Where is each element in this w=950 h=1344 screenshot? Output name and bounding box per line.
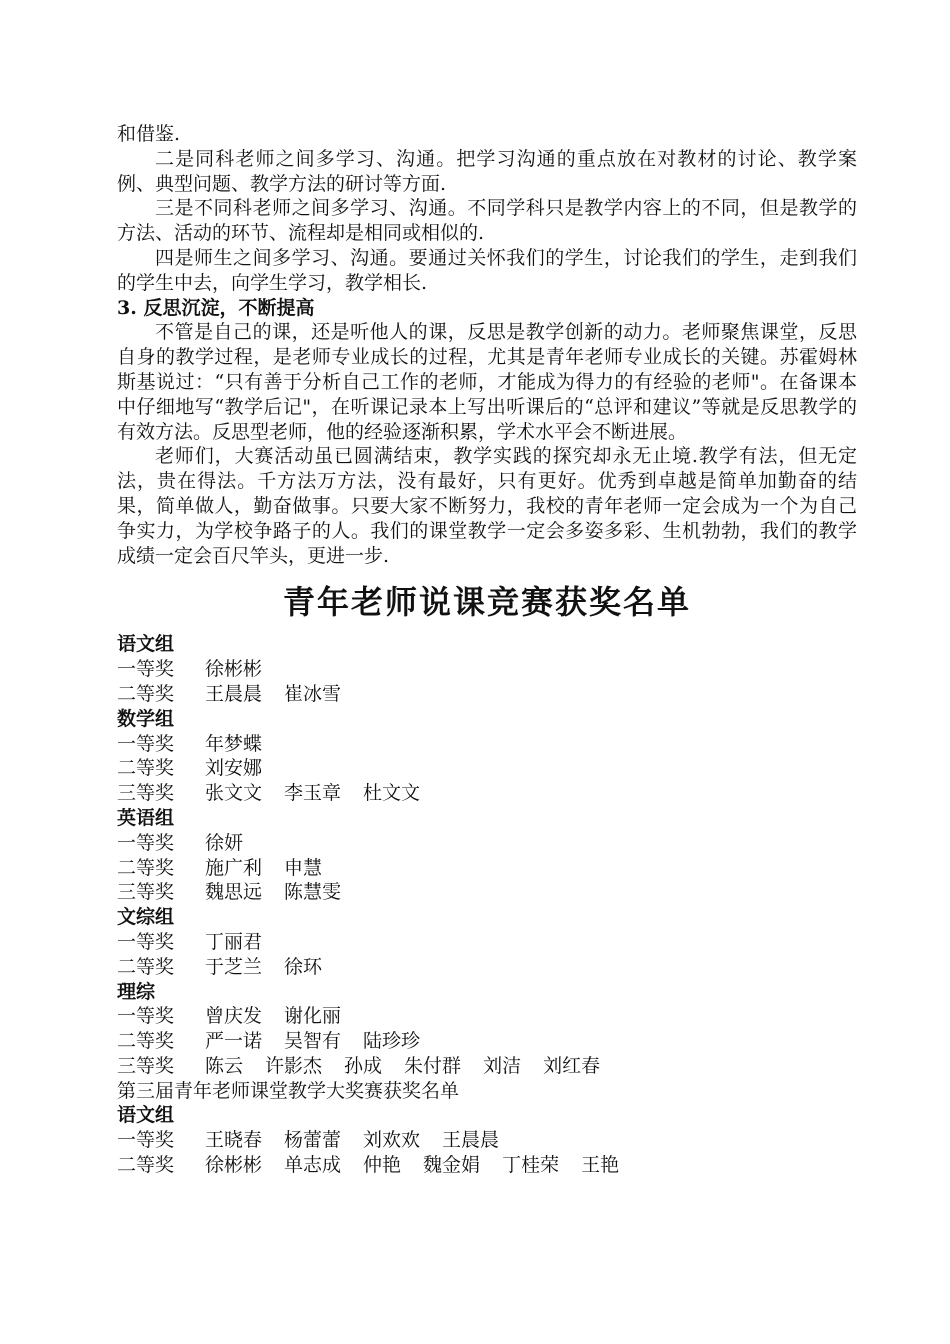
winner-name: 申慧 [284, 856, 323, 879]
winner-name: 施广利 [205, 856, 263, 879]
winner-name: 谢化丽 [284, 1005, 342, 1028]
winner-name: 王晓春 [205, 1129, 263, 1152]
winner-name: 刘安娜 [205, 757, 263, 780]
paragraph-same-subject: 二是同科老师之间多学习、沟通。把学习沟通的重点放在对教材的讨论、教学案例、典型问题、教学方法的研讨等方面. [117, 147, 857, 195]
award-level: 三等奖 [117, 881, 175, 904]
winner-name: 刘红春 [543, 1054, 601, 1077]
winner-name: 魏思远 [205, 881, 263, 904]
award-level: 一等奖 [117, 930, 175, 953]
paragraph-teacher-student: 四是师生之间多学习、沟通。要通过关怀我们的学生，讨论我们的学生，走到我们的学生中去，向学生学习，教学相长. [117, 246, 857, 294]
winner-name: 王艳 [581, 1154, 620, 1177]
award-level: 一等奖 [117, 1005, 175, 1028]
award-row [117, 657, 857, 682]
award-row [117, 856, 857, 881]
award-row [117, 955, 857, 980]
group-heading: 文综组 [117, 906, 175, 929]
award-row [117, 1029, 857, 1054]
winner-name: 徐彬彬 [205, 658, 263, 681]
award-row [117, 1004, 857, 1029]
award-level: 一等奖 [117, 1129, 175, 1152]
winner-name: 张文文 [205, 782, 263, 805]
group-heading: 数学组 [117, 707, 175, 730]
award-level: 二等奖 [117, 682, 175, 705]
award-row [117, 1153, 857, 1178]
award-level: 一等奖 [117, 658, 175, 681]
winner-name: 丁桂荣 [502, 1154, 560, 1177]
award-row [117, 831, 857, 856]
winner-name: 杨蕾蕾 [284, 1129, 342, 1152]
winner-name: 王晨晨 [442, 1129, 500, 1152]
winner-name: 杜文文 [363, 782, 421, 805]
award-row [117, 1054, 857, 1079]
winner-name: 吴智有 [284, 1030, 342, 1053]
award-row [117, 880, 857, 905]
group-heading: 语文组 [117, 633, 175, 656]
winner-name: 丁丽君 [205, 930, 263, 953]
winner-name: 孙成 [344, 1054, 383, 1077]
award-row [117, 732, 857, 757]
award-level: 二等奖 [117, 1154, 175, 1177]
group-heading: 英语组 [117, 806, 175, 829]
winner-name: 魏金娟 [423, 1154, 481, 1177]
award-level: 二等奖 [117, 856, 175, 879]
award-row [117, 781, 857, 806]
winner-name: 严一诺 [205, 1030, 263, 1053]
award-row [117, 930, 857, 955]
winner-name: 徐彬彬 [205, 1154, 263, 1177]
paragraph-continuation: 和借鉴. [117, 123, 181, 145]
document-page [117, 122, 857, 1178]
winner-name: 陈慧雯 [284, 881, 342, 904]
winner-name: 于芝兰 [205, 955, 263, 978]
paragraph-cross-subject: 三是不同科老师之间多学习、沟通。不同学科只是教学内容上的不同，但是教学的方法、活动的环节、流程却是相同或相似的. [117, 197, 857, 245]
award-row [117, 1128, 857, 1153]
award-row [117, 682, 857, 707]
award-level: 一等奖 [117, 831, 175, 854]
award-level: 三等奖 [117, 782, 175, 805]
third-award-groups [117, 1103, 857, 1177]
winner-name: 崔冰雪 [284, 682, 342, 705]
winner-name: 陆珍珍 [363, 1030, 421, 1053]
section-heading-reflection: 3. 反思沉淀，不断提高 [117, 296, 315, 319]
award-groups [117, 632, 857, 1078]
group-heading: 理综 [117, 980, 156, 1003]
paragraph-reflection: 不管是自己的课，还是听他人的课，反思是教学创新的动力。老师聚焦课堂，反思自身的教学过程，是老师专业成长的过程，尤其是青年老师专业成长的关键。苏霍姆林斯基说过：“只有善于分析自己工作的老师，才能成为得力的有经验的老师"。在备课本中仔细地写“教学后记"，在听课记录本上写出听课后的“总评和建议”等就是反思教学的有效方法。反思型老师，他的经验逐渐积累，学术水平会不断进展。 [117, 321, 857, 443]
winner-name: 徐妍 [205, 831, 244, 854]
awards-title: 青年老师说课竞赛获奖名单 [282, 583, 691, 622]
award-level: 二等奖 [117, 1030, 175, 1053]
winner-name: 朱付群 [404, 1054, 462, 1077]
winner-name: 李玉章 [284, 782, 342, 805]
winner-name: 许影杰 [265, 1054, 323, 1077]
award-level: 二等奖 [117, 955, 175, 978]
group-heading: 语文组 [117, 1104, 175, 1127]
winner-name: 徐环 [284, 955, 323, 978]
award-row [117, 756, 857, 781]
winner-name: 年梦蝶 [205, 732, 263, 755]
award-level: 一等奖 [117, 732, 175, 755]
winner-name: 仲艳 [363, 1154, 402, 1177]
winner-name: 陈云 [205, 1054, 244, 1077]
winner-name: 单志成 [284, 1154, 342, 1177]
award-level: 二等奖 [117, 757, 175, 780]
winner-name: 王晨晨 [205, 682, 263, 705]
award-level: 三等奖 [117, 1054, 175, 1077]
winner-name: 曾庆发 [205, 1005, 263, 1028]
winner-name: 刘欢欢 [363, 1129, 421, 1152]
paragraph-conclusion: 老师们，大赛活动虽已圆满结束，教学实践的探究却永无止境.教学有法，但无定法，贵在得法。千方法万方法，没有最好，只有更好。优秀到卓越是简单加勤奋的结果，简单做人，勤奋做事。只要大家不断努力，我校的青年老师一定会成为一个为自己争实力，为学校争路子的人。我们的课堂教学一定会多姿多彩、生机勃勃，我们的教学成绩一定会百尺竿头，更进一步. [117, 445, 857, 567]
third-contest-title: 第三届青年老师课堂教学大奖赛获奖名单 [117, 1079, 460, 1102]
winner-name: 刘洁 [483, 1054, 522, 1077]
